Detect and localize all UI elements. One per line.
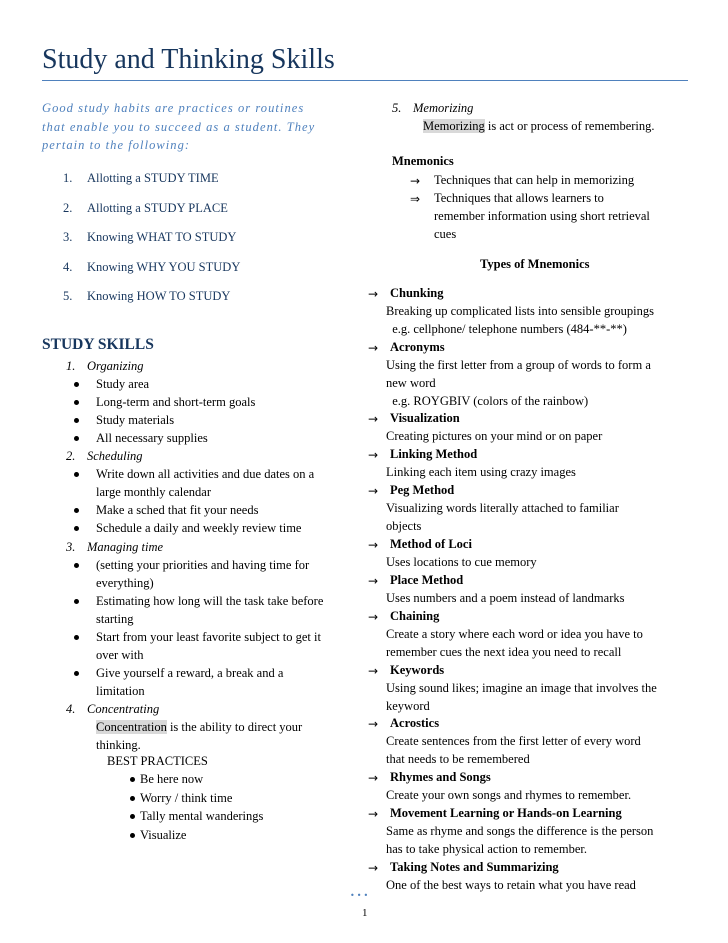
skill-number: 1. [66, 359, 76, 373]
skill-number: 4. [66, 702, 76, 716]
arrow-right-icon: → [368, 412, 379, 426]
bullet-icon [74, 436, 79, 441]
list-item: remember information using short retrieval [434, 209, 650, 223]
mnemonic-name: Keywords [390, 663, 445, 677]
list-item: Estimating how long will the task take before [96, 594, 324, 608]
section-heading: STUDY SKILLS [42, 336, 154, 353]
bullet-icon [74, 671, 79, 676]
subheading: BEST PRACTICES [107, 754, 208, 768]
mnemonic-name: Place Method [390, 573, 464, 587]
definition-line [96, 718, 302, 736]
arrow-right-icon: → [368, 771, 379, 785]
page-title: Study and Thinking Skills [42, 44, 335, 75]
bullet-icon [74, 472, 79, 477]
definition-text: is act or process of remembering. [484, 119, 655, 133]
mnemonic-name: Rhymes and Songs [390, 770, 491, 784]
intro-line: pertain to the following: [42, 138, 191, 152]
mnemonic-name: Chaining [390, 609, 440, 623]
arrow-right-icon: → [368, 287, 379, 301]
skill-number: 3. [66, 540, 76, 554]
list-item: Techniques that allows learners to [434, 191, 604, 205]
bullet-icon [130, 833, 135, 838]
mnemonic-desc: Using sound likes; imagine an image that involves the [386, 681, 657, 695]
list-item: limitation [96, 684, 145, 698]
mnemonic-desc: Same as rhyme and songs the difference is the person [386, 824, 654, 838]
list-item: Knowing WHAT TO STUDY [87, 230, 237, 244]
list-number: 5. [63, 289, 73, 303]
mnemonic-desc: Uses locations to cue memory [386, 555, 537, 569]
mnemonic-name: Visualization [390, 411, 460, 425]
skill-label: Managing time [87, 540, 164, 554]
bullet-icon [130, 814, 135, 819]
list-item: Tally mental wanderings [140, 809, 264, 823]
list-item: Long-term and short-term goals [96, 395, 256, 409]
highlighted-term: Concentration [96, 720, 167, 734]
mnemonic-desc: Visualizing words literally attached to familiar [386, 501, 619, 515]
arrow-right-icon: → [368, 538, 379, 552]
list-number: 2. [63, 201, 73, 215]
mnemonic-desc: objects [386, 519, 422, 533]
page-footer-dots: ••• [350, 891, 371, 900]
skill-label: Scheduling [87, 449, 143, 463]
list-item: Study materials [96, 413, 175, 427]
mnemonic-desc: Using the first letter from a group of words to form a [386, 358, 651, 372]
arrow-right-icon: → [410, 174, 421, 188]
mnemonic-desc: e.g. ROYGBIV (colors of the rainbow) [386, 394, 589, 408]
mnemonic-desc: Creating pictures on your mind or on paper [386, 429, 603, 443]
list-item: over with [96, 648, 144, 662]
mnemonic-name: Peg Method [390, 483, 455, 497]
mnemonic-desc: e.g. cellphone/ telephone numbers (484-**-**) [386, 322, 627, 336]
mnemonic-name: Acrostics [390, 716, 440, 730]
list-item: starting [96, 612, 134, 626]
mnemonic-desc: Create your own songs and rhymes to remember. [386, 788, 632, 802]
mnemonic-name: Method of Loci [390, 537, 472, 551]
bullet-icon [74, 563, 79, 568]
bullet-icon [74, 635, 79, 640]
definition-line [423, 117, 655, 135]
mnemonic-name: Linking Method [390, 447, 478, 461]
definition-line: thinking. [96, 738, 141, 752]
subheading: Mnemonics [392, 154, 454, 168]
arrow-right-icon: → [368, 341, 379, 355]
list-item: Allotting a STUDY PLACE [87, 201, 228, 215]
list-item: Be here now [140, 772, 204, 786]
mnemonic-desc: Create sentences from the first letter of every word [386, 734, 641, 748]
mnemonic-desc: new word [386, 376, 436, 390]
page-number: 1 [362, 907, 368, 919]
list-item: Allotting a STUDY TIME [87, 171, 219, 185]
list-item: Knowing WHY YOU STUDY [87, 260, 241, 274]
skill-label: Memorizing [413, 101, 474, 115]
mnemonic-desc: Breaking up complicated lists into sensible groupings [386, 304, 655, 318]
arrow-right-icon: → [368, 484, 379, 498]
intro-line: Good study habits are practices or routines [42, 101, 305, 115]
list-item: Worry / think time [140, 791, 233, 805]
bullet-icon [74, 508, 79, 513]
arrow-right-icon: → [368, 717, 379, 731]
mnemonic-desc: has to take physical action to remember. [386, 842, 587, 856]
mnemonic-name: Taking Notes and Summarizing [390, 860, 559, 874]
arrow-right-icon: → [368, 664, 379, 678]
list-item: All necessary supplies [96, 431, 208, 445]
arrow-right-icon: → [368, 610, 379, 624]
skill-label: Organizing [87, 359, 144, 373]
list-item: Study area [96, 377, 150, 391]
bullet-icon [130, 796, 135, 801]
title-divider [42, 80, 688, 81]
list-item: Knowing HOW TO STUDY [87, 289, 231, 303]
mnemonic-desc: remember cues the next idea you need to recall [386, 645, 622, 659]
list-item: Schedule a daily and weekly review time [96, 521, 302, 535]
list-item: Start from your least favorite subject to get it [96, 630, 321, 644]
arrow-right-icon: → [368, 448, 379, 462]
mnemonic-desc: Linking each item using crazy images [386, 465, 576, 479]
mnemonic-name: Acronyms [390, 340, 445, 354]
bullet-icon [74, 526, 79, 531]
bullet-icon [74, 400, 79, 405]
arrow-right-icon: → [368, 861, 379, 875]
bullet-icon [130, 777, 135, 782]
list-number: 3. [63, 230, 73, 244]
mnemonic-desc: Create a story where each word or idea you have to [386, 627, 643, 641]
skill-number: 5. [392, 101, 402, 115]
list-item: cues [434, 227, 457, 241]
list-item: large monthly calendar [96, 485, 212, 499]
bullet-icon [74, 418, 79, 423]
bullet-icon [74, 599, 79, 604]
bullet-icon [74, 382, 79, 387]
definition-text: is the ability to direct your [166, 720, 303, 734]
skill-number: 2. [66, 449, 76, 463]
list-item: Visualize [140, 828, 187, 842]
list-item: everything) [96, 576, 154, 590]
list-item: Write down all activities and due dates on a [96, 467, 315, 481]
arrow-right-icon: → [368, 574, 379, 588]
list-number: 4. [63, 260, 73, 274]
mnemonic-desc: One of the best ways to retain what you have read [386, 878, 636, 892]
list-item: Techniques that can help in memorizing [434, 173, 635, 187]
mnemonic-desc: keyword [386, 699, 430, 713]
highlighted-term: Memorizing [423, 119, 485, 133]
subheading: Types of Mnemonics [480, 257, 590, 271]
list-item: Make a sched that fit your needs [96, 503, 259, 517]
mnemonic-desc: that needs to be remembered [386, 752, 530, 766]
mnemonic-name: Chunking [390, 286, 444, 300]
list-item: (setting your priorities and having time for [96, 558, 310, 572]
mnemonic-name: Movement Learning or Hands-on Learning [390, 806, 622, 820]
arrow-right-icon: → [368, 807, 379, 821]
intro-paragraph [42, 99, 357, 155]
mnemonic-desc: Uses numbers and a poem instead of landmarks [386, 591, 625, 605]
skill-label: Concentrating [87, 702, 160, 716]
intro-line: that enable you to succeed as a student. They [42, 119, 316, 134]
list-item: Give yourself a reward, a break and a [96, 666, 284, 680]
list-number: 1. [63, 171, 73, 185]
double-arrow-right-icon: ⇒ [410, 192, 421, 206]
